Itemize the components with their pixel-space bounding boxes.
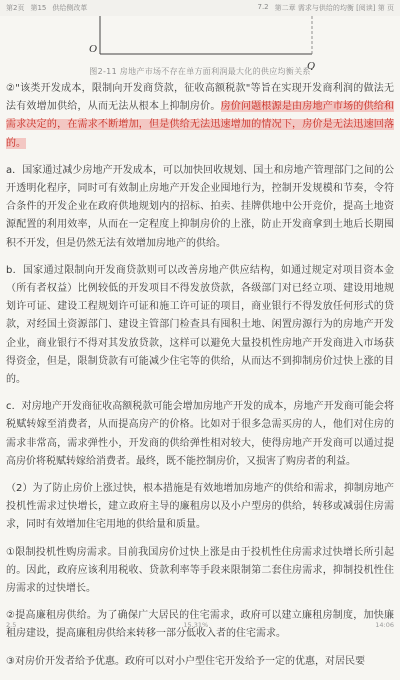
status-bar — [0, 0, 400, 16]
status-book: 供给侧改革 — [52, 4, 88, 12]
origin-label: O — [89, 43, 97, 55]
status-count: 第15 — [30, 4, 47, 12]
reader-footer — [6, 621, 394, 631]
supply-demand-diagram — [0, 16, 400, 70]
footer-left: 2.5 — [6, 621, 17, 629]
paragraph-c: c．对房地产开发商征收高额税款可能会增加房地产开发的成本，房地产开发商可能会将税赋转嫁至消费者，从而提高房产的价格。比如对于很多急需买房的人，他们对住房的需求非常高，需求弹性小，开发商的供给弹性相对较大，使得房地产开发商可以通过提高房价将税赋转嫁给消费者。最终，既不能控制房价，又损害了购房者的利益。 — [6, 401, 394, 467]
paragraph-a: a．国家通过减少房地产开发成本，可以加快回收规划、国土和房地产管理部门之间的公开透明化程序，同时可有效制止房地产开发企业囤地行为，控制开发规模和节奏，令符合条件的开发企业在政府供地规划内的招标、拍卖、挂牌供地中公开竞价，提高土地资源配置的利用效率，从而在一定程度上抑制房价的上涨，防止开发商拿到土地后长期囤积不开发，但是仍然无法有效增加房地产的供给。 — [6, 164, 394, 249]
figure-caption: 图2-11 房地产市场不存在单方面利润最大化的供应均衡关系 — [89, 67, 311, 76]
clock: 14:06 — [375, 621, 394, 629]
status-right — [257, 3, 394, 13]
highlighted-text[interactable]: 房价问题根源是由房地产市场的供给和需求决定的，在需求不断增加，但是供给无法迅速增加的情况下，房价是无法迅速回落的。 — [6, 101, 395, 149]
paragraph-circled-3: ③对房价开发者给予优惠。政府可以对小户型住宅开发给予一定的优惠，对居民要 — [6, 655, 365, 667]
paragraph-circled-2: ②提高廉租房供给。为了确保广大居民的住宅需求，政府可以建立廉租房制度，加快廉租房建设，提高廉租房供给来转移一部分低收入者的住宅需求。 — [6, 610, 394, 640]
q-axis-label: Q — [307, 60, 315, 70]
text-body — [6, 80, 394, 680]
status-section: 7.2 — [257, 3, 269, 11]
paragraph-2-circled — [6, 80, 394, 153]
status-chapter: 第二章 需求与供给的均衡 [阅读] 第 页 — [274, 4, 394, 12]
status-page: 第2页 — [6, 4, 25, 12]
reading-progress: 15.31% — [183, 621, 209, 629]
paragraph-b: b．国家通过限制向开发商贷款则可以改善房地产供应结构，如通过规定对项目资本金（所有者权益）比例较低的开发项目不得发放贷款，各级部门对已经立项、建设用地规划许可证、建设工程规划许可证和施工许可证的项目，商业银行不得发放任何形式的贷款，对经国土资源部门、建设主管部门检查具有囤积土地、闲置房源行为的房地产开发企业，商业银行不得对其发放贷款，这样可以避免大量投机性房地产开发商进入市场获得资金，但是，限制贷款有可能减少住宅等的供给，从而达不到抑制房价过快上涨的目的。 — [6, 264, 394, 386]
status-left — [6, 3, 87, 13]
paragraph-circled-1: ①限制投机性购房需求。目前我国房价过快上涨是由于投机性住房需求过快增长所引起的。因此，政府应该利用税收、贷款利率等手段来限制第二套住房需求，抑制投机性住房需求的过快增长。 — [6, 546, 394, 595]
paragraph-text: ②"该类开发成本，限制向开发商贷款，征收高额税款"等旨在实现开发商利润的做法无法有效增加供给，从而无法从根本上抑制房价。 — [6, 83, 394, 113]
paragraph-section-2: （2）为了防止房价上涨过快，根本措施是有效地增加房地产的供给和需求，抑制房地产投机性需求过快增长，建立政府主导的廉租房以及小户型房的供给，转移或减弱住房需求，同时有效增加住宅用地的供给量和质量。 — [6, 483, 394, 531]
